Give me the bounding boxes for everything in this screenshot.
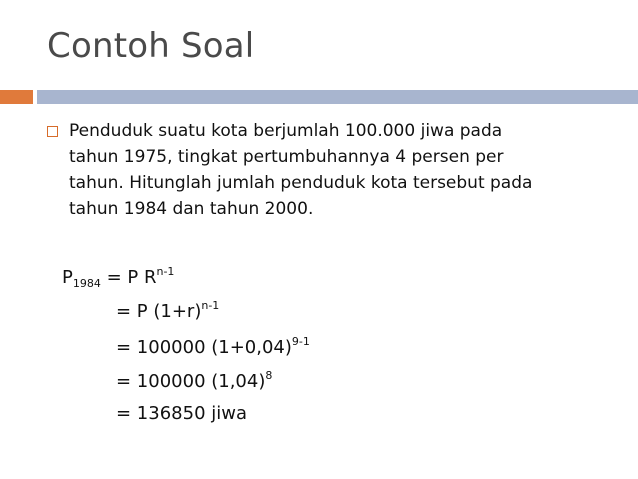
slide-title: Contoh Soal [47, 26, 255, 66]
problem-text [69, 118, 617, 222]
solution-row-3 [116, 335, 310, 358]
problem-line: tahun 1975, tingkat pertumbuhannya 4 persen per [69, 147, 504, 167]
solution-exponent: 8 [265, 369, 273, 382]
solution-result: = 136850 jiwa [116, 403, 247, 424]
solution-row-5 [116, 403, 247, 424]
solution-equation: = 100000 (1,04) [116, 371, 266, 392]
solution-exponent: 9-1 [291, 335, 310, 348]
problem-line: Penduduk suatu kota berjumlah 100.000 jiwa pada [69, 121, 503, 141]
problem-line: tahun. Hitunglah jumlah penduduk kota tersebut pada [69, 173, 533, 193]
solution-exponent: n-1 [201, 299, 220, 312]
title-underline-bar [37, 90, 638, 104]
solution-lhs-subscript: 1984 [72, 277, 101, 290]
solution-exponent: n-1 [156, 265, 175, 278]
solution-lhs: P [62, 267, 73, 288]
title-accent-bar [0, 90, 33, 104]
problem-line: tahun 1984 dan tahun 2000. [69, 199, 314, 219]
solution-row-4 [116, 369, 272, 392]
solution-row-2 [116, 299, 219, 322]
solution-equation: = P R [106, 267, 157, 288]
solution-row-1 [62, 265, 174, 290]
square-bullet-icon [47, 126, 58, 137]
solution-equation: = 100000 (1+0,04) [116, 337, 292, 358]
solution-equation: = P (1+r) [116, 301, 202, 322]
